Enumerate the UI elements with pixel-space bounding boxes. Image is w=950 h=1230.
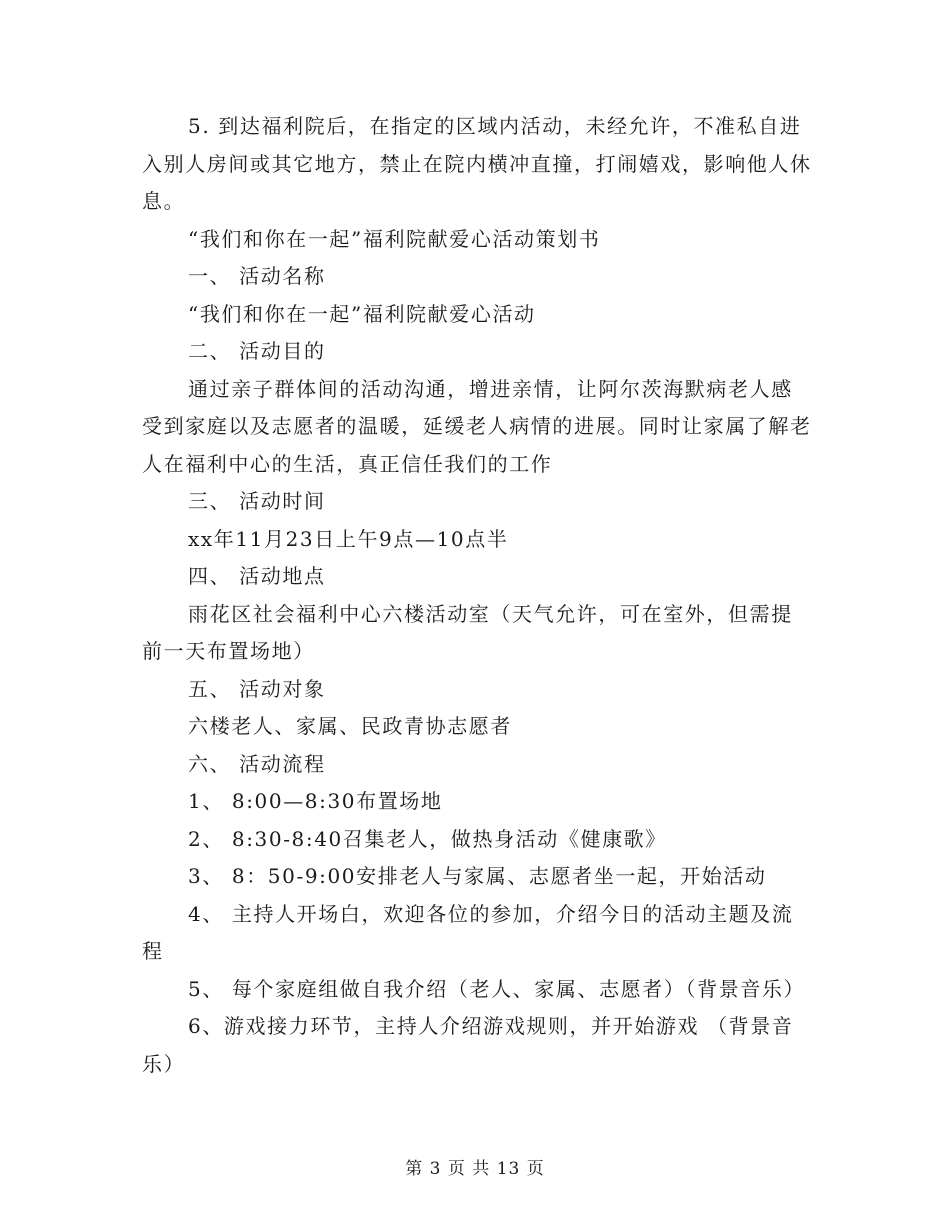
process-step-3: 3、 8：50-9:00安排老人与家属、志愿者坐一起，开始活动 — [188, 864, 767, 888]
section-heading-time: 三、 活动时间 — [188, 489, 326, 513]
section-heading-target: 五、 活动对象 — [188, 676, 326, 701]
section-heading-location: 四、 活动地点 — [188, 564, 326, 588]
paragraph-rule-5: 5. 到达福利院后，在指定的区域内活动，未经允许，不准私自进入别人房间或其它地方，禁止在院内横冲直撞，打闹嬉戏，影响他人休息。 — [142, 114, 812, 213]
activity-time: xx年11月23日上午9点—10点半 — [188, 526, 509, 551]
plan-title: “我们和你在一起”福利院献爱心活动策划书 — [188, 226, 601, 251]
process-step-5: 5、 每个家庭组做自我介绍（老人、家属、志愿者）（背景音乐） — [188, 976, 806, 1001]
process-step-1: 1、 8:00—8:30布置场地 — [188, 789, 443, 813]
section-heading-purpose: 二、 活动目的 — [188, 339, 326, 363]
activity-purpose: 通过亲子群体间的活动沟通，增进亲情，让阿尔茨海默病老人感受到家庭以及志愿者的温暖，延缓老人病情的进展。同时让家属了解老人在福利中心的生活，真正信任我们的工作 — [142, 376, 812, 476]
page-number-footer: 第 3 页 共 13 页 — [405, 1159, 545, 1179]
section-heading-name: 一、 活动名称 — [188, 264, 326, 288]
document-body — [142, 108, 812, 1083]
process-step-4: 4、 主持人开场白，欢迎各位的参加，介绍今日的活动主题及流程 — [142, 901, 794, 963]
activity-target: 六楼老人、家属、民政青协志愿者 — [188, 714, 512, 738]
activity-location: 雨花区社会福利中心六楼活动室（天气允许，可在室外，但需提前一天布置场地） — [142, 601, 793, 663]
process-step-6: 6、游戏接力环节，主持人介绍游戏规则，并开始游戏 （背景音乐） — [142, 1014, 794, 1076]
process-step-2: 2、 8:30-8:40召集老人，做热身活动《健康歌》 — [188, 826, 667, 851]
section-heading-process: 六、 活动流程 — [188, 751, 326, 776]
activity-name: “我们和你在一起”福利院献爱心活动 — [188, 301, 536, 326]
